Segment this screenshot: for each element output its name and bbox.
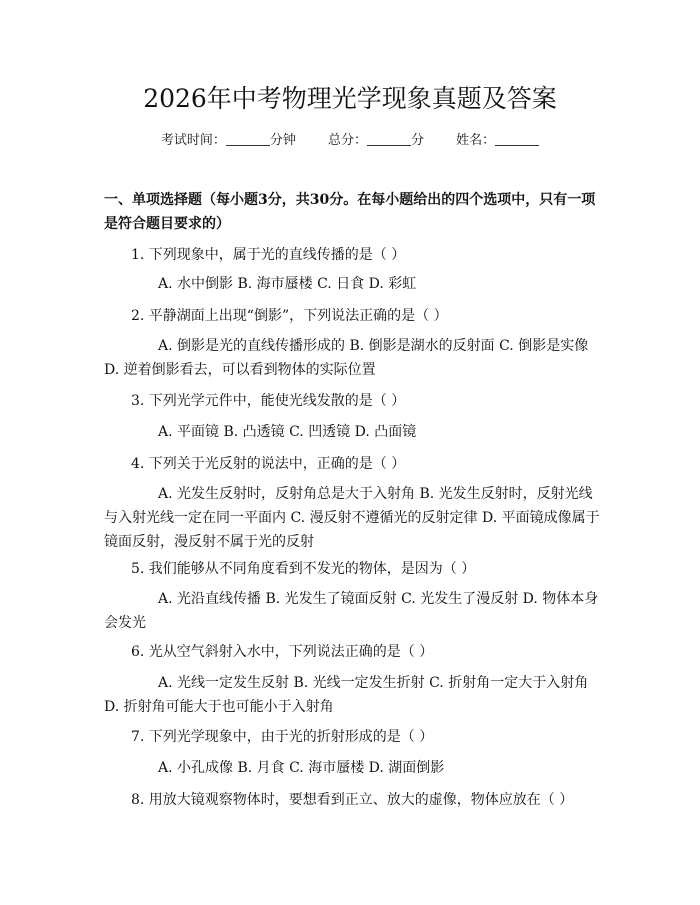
question-2-options: A. 倒影是光的直线传播形成的 B. 倒影是湖水的反射面 C. 倒影是实像 D. 逆着倒影看去，可以看到物体的实际位置 <box>104 338 589 378</box>
question-4: 4. 下列关于光反射的说法中，正确的是（ ） <box>131 456 406 472</box>
question-1: 1. 下列现象中，属于光的直线传播的是（ ） <box>131 247 406 263</box>
question-7: 7. 下列光学现象中，由于光的折射形成的是（ ） <box>131 729 434 745</box>
exam-time-blank <box>226 131 270 146</box>
total-score-label: 总分： <box>327 133 367 148</box>
question-3: 3. 下列光学元件中，能使光线发散的是（ ） <box>131 393 406 409</box>
section-heading: 一、单项选择题（每小题3分，共30分。在每小题给出的四个选项中，只有一项是符合题目要求的） <box>104 192 596 232</box>
question-5-options: A. 光沿直线传播 B. 光发生了镜面反射 C. 光发生了漫反射 D. 物体本身会发光 <box>104 591 599 631</box>
page-title: 2026年中考物理光学现象真题及答案 <box>143 84 557 113</box>
question-3-options: A. 平面镜 B. 凸透镜 C. 凹透镜 D. 凸面镜 <box>158 424 417 440</box>
question-4-options: A. 光发生反射时，反射角总是大于入射角 B. 光发生反射时，反射光线与入射光线一定在同一平面内 C. 漫反射不遵循光的反射定律 D. 平面镜成像属于镜面反射，漫反射不属于光的反射 <box>104 486 600 550</box>
question-2: 2. 平静湖面上出现“倒影”，下列说法正确的是（ ） <box>131 308 448 324</box>
student-name-label: 姓名： <box>456 133 496 148</box>
student-name-blank <box>495 131 539 146</box>
question-8: 8. 用放大镜观察物体时，要想看到正立、放大的虚像，物体应放在（ ） <box>131 792 574 808</box>
total-score-blank <box>367 131 411 146</box>
question-1-options: A. 水中倒影 B. 海市蜃楼 C. 日食 D. 彩虹 <box>158 276 417 292</box>
exam-time-label: 考试时间： <box>160 133 226 148</box>
question-6: 6. 光从空气斜射入水中，下列说法正确的是（ ） <box>131 644 434 660</box>
question-7-options: A. 小孔成像 B. 月食 C. 海市蜃楼 D. 湖面倒影 <box>158 760 445 776</box>
exam-info-line <box>0 131 700 151</box>
student-name <box>456 131 539 151</box>
total-score-unit: 分 <box>411 133 425 148</box>
question-6-options: A. 光线一定发生反射 B. 光线一定发生折射 C. 折射角一定大于入射角 D. 折射角可能大于也可能小于入射角 <box>104 675 589 715</box>
total-score <box>328 131 424 151</box>
exam-time <box>161 131 296 151</box>
question-5: 5. 我们能够从不同角度看到不发光的物体，是因为（ ） <box>131 561 476 577</box>
exam-time-unit: 分钟 <box>269 133 296 148</box>
